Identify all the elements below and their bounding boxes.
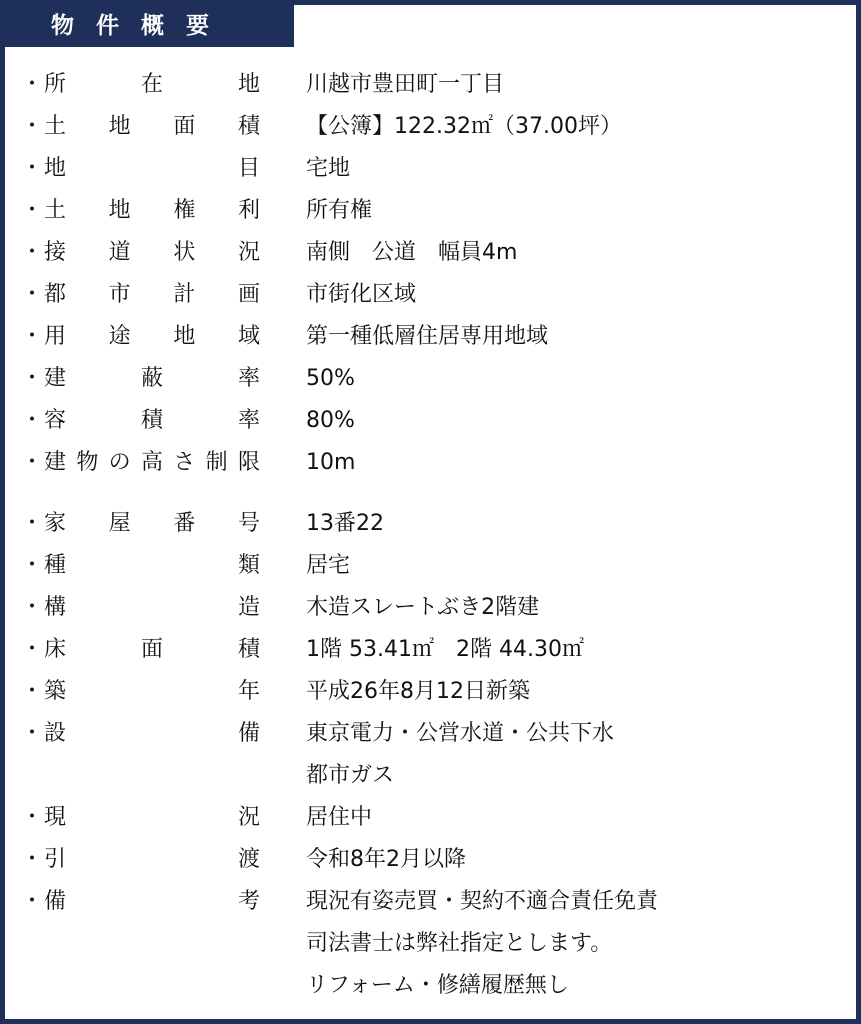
field-label: 種 類 [44,553,260,578]
table-row [5,843,856,877]
table-row [5,404,856,438]
section-title: 物件概要 [5,5,294,47]
field-label: 所 在 地 [44,72,260,97]
table-row [5,969,856,1003]
table-row [5,68,856,102]
field-label: 家 屋 番 号 [44,511,260,536]
field-value: 令和8年2月以降 [306,847,466,872]
table-row [5,194,856,228]
field-label: 建 蔽 率 [44,366,260,391]
bullet-dot: ・ [21,450,44,475]
bullet-dot: ・ [21,114,44,139]
field-label: 床 面 積 [44,637,260,662]
field-value: 川越市豊田町一丁目 [306,72,505,97]
field-value: 宅地 [306,156,351,181]
bullet-dot: ・ [21,72,44,97]
table-row [5,591,856,625]
table-row [5,507,856,541]
field-label: 用 途 地 域 [44,324,260,349]
bullet-dot: ・ [21,156,44,181]
bullet-dot: ・ [21,324,44,349]
table-row [5,759,856,793]
bullet-dot: ・ [21,847,44,872]
table-row [5,152,856,186]
field-label: 備 考 [44,889,260,914]
field-label: 引 渡 [44,847,260,872]
table-row [5,885,856,919]
field-label: 土 地 面 積 [44,114,260,139]
table-row [5,633,856,667]
field-label: 都 市 計 画 [44,282,260,307]
field-label: 築 年 [44,679,260,704]
bullet-dot: ・ [21,366,44,391]
field-value: 南側 公道 幅員4m [306,240,518,265]
field-value: 80% [306,408,355,433]
bullet-dot: ・ [21,595,44,620]
bullet-dot: ・ [21,721,44,746]
bullet-dot: ・ [21,889,44,914]
field-value: 市街化区域 [306,282,417,307]
bullet-dot: ・ [21,553,44,578]
bullet-dot: ・ [21,198,44,223]
field-value: リフォーム・修繕履歴無し [306,973,569,998]
field-value: 都市ガス [306,763,395,788]
field-label: 容 積 率 [44,408,260,433]
field-value: 1階 53.41㎡ 2階 44.30㎡ [306,637,584,662]
field-value: 平成26年8月12日新築 [306,679,530,704]
bullet-dot: ・ [21,679,44,704]
field-value: 50% [306,366,355,391]
field-label: 現 況 [44,805,260,830]
field-label: 地 目 [44,156,260,181]
field-value: 居宅 [306,553,351,578]
field-label: 接 道 状 況 [44,240,260,265]
table-row [5,717,856,751]
field-value: 13番22 [306,511,384,536]
table-row [5,236,856,270]
bullet-dot: ・ [21,408,44,433]
table-row [5,446,856,480]
bullet-dot: ・ [21,282,44,307]
field-value: 所有権 [306,198,373,223]
field-value: 第一種低層住居専用地域 [306,324,549,349]
property-detail-list [5,5,856,1019]
field-value: 東京電力・公営水道・公共下水 [306,721,615,746]
table-row [5,675,856,709]
field-value: 現況有姿売買・契約不適合責任免責 [306,889,659,914]
bullet-dot: ・ [21,805,44,830]
table-row [5,278,856,312]
field-label: 建 物 の 高 さ 制 限 [44,450,260,475]
table-row [5,801,856,835]
field-label: 土 地 権 利 [44,198,260,223]
bullet-dot: ・ [21,637,44,662]
field-value: 司法書士は弊社指定とします。 [306,931,613,956]
field-label: 構 造 [44,595,260,620]
table-row [5,320,856,354]
table-row [5,110,856,144]
field-value: 【公簿】122.32㎡（37.00坪） [306,114,622,139]
table-row [5,549,856,583]
field-value: 木造スレートぶき2階建 [306,595,540,620]
field-value: 居住中 [306,805,373,830]
bullet-dot: ・ [21,511,44,536]
bullet-dot: ・ [21,240,44,265]
field-value: 10m [306,450,356,475]
table-row [5,927,856,961]
field-label: 設 備 [44,721,260,746]
table-row [5,362,856,396]
